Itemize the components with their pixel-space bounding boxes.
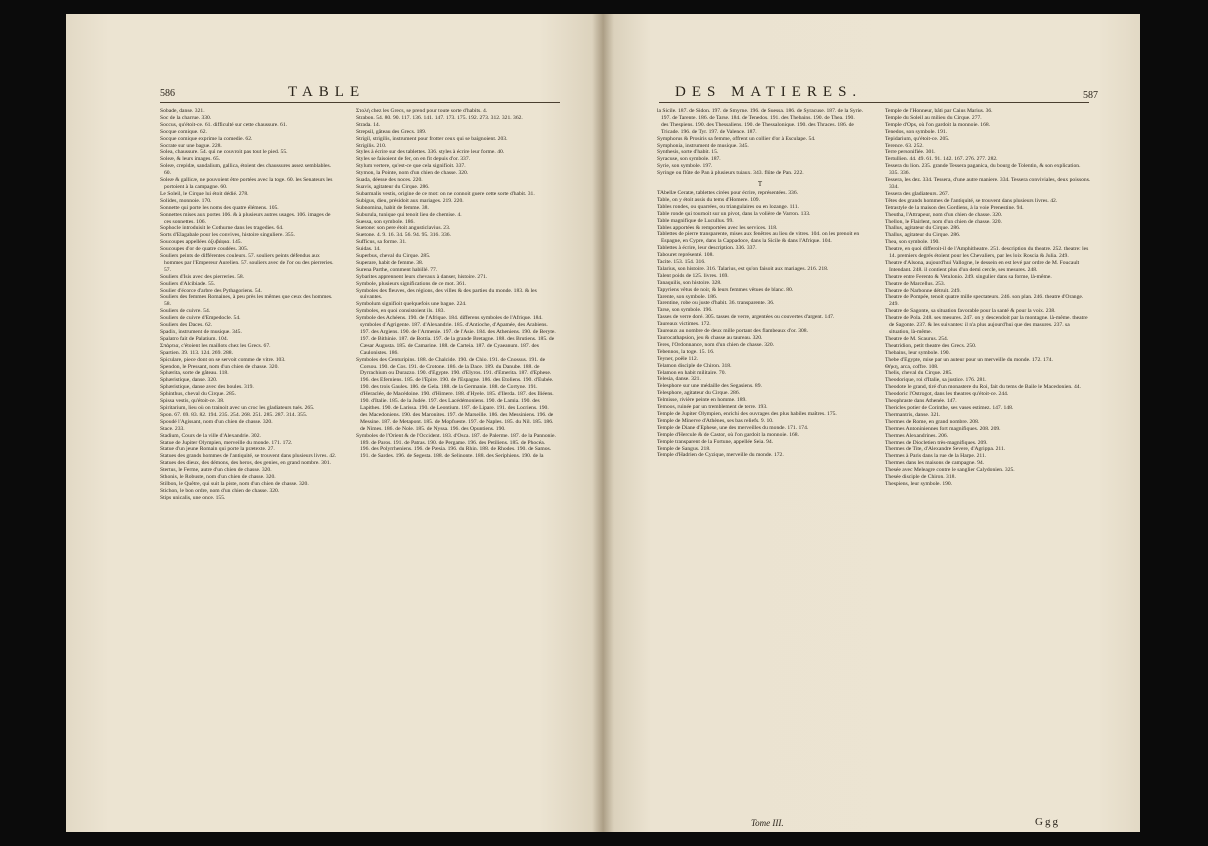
index-entry: Theatre de Sagonte, sa situation favorable pour la santé & pour la voix. 238. xyxy=(885,308,1056,315)
index-entry: Table, on y étoit assis du tems d'Homere. 109. xyxy=(657,196,760,203)
index-entry: Thermes à Paris dans la rue de la Harpe. 211. xyxy=(885,453,987,460)
index-entry: Tarse, son symbole. 196. xyxy=(657,307,713,314)
index-entry: Strigilis. 210. xyxy=(356,142,387,149)
index-entry: Thallus, agitateur du Cirque. 286. xyxy=(885,225,961,232)
page-number: 586 xyxy=(160,88,175,99)
index-entry: Temple d'Hercule & de Castor, où l'on gardoit la monnoie. 168. xyxy=(657,431,799,438)
index-entry: Statues des dieux, des démons, des heros, des genies, en grand nombre. 301. xyxy=(160,460,331,467)
book-gutter xyxy=(592,14,614,832)
index-entry: Tertullien. 44. 49. 61. 91. 142. 167. 276. 277. 282. xyxy=(885,156,998,163)
index-entry: Symbolum signifioit quelquefois une bague. 224. xyxy=(356,301,467,308)
index-entry: Symboles des Centuripins. 188. de Chalcide. 190. de Chio. 191. de Cnossus. 191. de Corsou. 190. de Cos. 191. de Crotone. 186. de la Dace. 189. du Danube. 188. de Dyrrachium ou Durazzo. 190. d'Egypte. 190. d'Elyros. 191. d'Emerita. 187. d'Ephese. 196. des Eferniens. 185. de l'Epire. 190. de l'Espagne. 186. des Etoliens. 190. d'Eubée. 190. des trois Gaules. 186. de Gela. 188. de la Germanie. 188. de Cortyne. 191. d'Heraclée, de Macédoine. 190. d'Himere. 188. d'Hyele. 185. d'Ilerda. 187. des Iliéens. 190. d'Italie. 185. de la Judée. 197. des Lacédémoniens. 190. de Lamia. 190. des Lapithes. 190. de Larissa. 190. de Leontium. 187. de Lipare. 191. des Locriens. 190. des Macedoniens. 190. des Maronites. 197. de Marseille. 186. des Messiniens. 196. de Messine. 187. de Metapont. 185. de Mopfueste. 197. de Naples. 185. du Nil. 185. 186. de Nimes. 186. de Nole. 185. de Nyssa. 196. des Opuntiens. 190. xyxy=(356,356,554,432)
index-entry: Tablettes à écrire, leur description. 336. 337. xyxy=(657,245,757,252)
index-entry: Spoudé l'Agissant, nom d'un chien de chasse. 320. xyxy=(160,418,273,425)
index-entry: Sphæristique, danse. 320. xyxy=(160,377,218,384)
index-entry: Spiritarium, lieu où on trainoit avec un croc les gladiateurs tués. 265. xyxy=(160,404,315,411)
index-entry: Tarentine, robe ou juste d'habit. 36. transparente. 36. xyxy=(657,300,775,307)
page-number: 587 xyxy=(1083,90,1098,101)
index-entry: Thermes Alexandrines. 206. xyxy=(885,432,949,439)
index-entry: Thellon, le Flairlent, nom d'un chien de chasse. 320. xyxy=(885,218,1002,225)
index-entry: Suburula, tunique qui tenoit lieu de chemise. 4. xyxy=(356,211,462,218)
index-entry: Spartien. 39. 113. 124. 269. 288. xyxy=(160,349,233,356)
index-entry: Theatre de Pola. 248. ses mesures. 247. on y descendoit par la montagne. là-même. theatre de Sagonte. 237. & les suivantes: il n'a plus aujourd'hui que des masures. 237. sa situation, là-même. xyxy=(885,315,1088,335)
index-entry: Symbole des Achéens. 190. de l'Afrique. 184. differens symboles de l'Afrique. 184. symboles d'Agrigente. 187. d'Alexandrie. 185. d'Antioche, d'Apamée, des Arabiens. 197. des Argiens. 190. de l'Armenie. 197. de l'Asie. 184. des Atheniens. 190. de Beryte. 197. de Bithinie. 187. de Bottia. 197. de la grande Bretagne. 188. des Brutiens. 185. de Cæsar Augusta. 185. de Camarine. 188. de Carteia. 187. de Cyaeanum. 187. des Caulonistes. 186. xyxy=(356,315,556,356)
index-entry: Theodorique, roi d'Italie, sa justice. 176. 281. xyxy=(885,377,987,384)
index-entry: Statue d'un jeune Romain qui porte la prætexte. 27. xyxy=(160,446,275,453)
index-entry: Sphærita, sorte de gâteau. 118. xyxy=(160,370,229,377)
index-entry: Tessera du lion. 235. grande Tessera paganica, du bourg de Tolentin, & son explication. 335. 336. xyxy=(885,163,1081,177)
index-entry: Suidas. 14. xyxy=(356,246,381,253)
index-entry: Soucoupes d'or de quatre coudées. 305. xyxy=(160,246,249,253)
index-entry: Subarmalis vestis, origine de ce mot: on ne connoit guere cette sorte d'habit. 31. xyxy=(356,190,535,197)
index-entry: Souliers d'Isis avec des pierreries. 58. xyxy=(160,273,245,280)
index-entry: Temple d'Ops, où l'on gardoit la monnoie. 168. xyxy=(885,121,991,128)
index-entry: Taureaux au nombre de deux mille portant des flambeaux d'or. 308. xyxy=(657,328,808,335)
index-entry: Thermes de Diocletien très-magnifiques. 209. xyxy=(885,439,988,446)
index-entry: Tetrastyle de la maison des Gordiens, à la voie Prenestine. 94. xyxy=(885,204,1024,211)
index-entry: Telmisse, rivière peinte en homme. 189. xyxy=(657,397,747,404)
index-entry: Suada, déesse des noces. 220. xyxy=(356,177,423,184)
index-entry: Solides, monnoie. 170. xyxy=(160,197,212,204)
index-entry: Stylum vertere, qu'est-ce que cela signifioit. 337. xyxy=(356,163,466,170)
index-entry: Theatre, en quoi differoit-il de l'Amphitheatre. 251. description du theatre. 252. theatre: les 14. premiers degrés étoient pour les Chevaliers, par les loix Roscia & Julia. 249. xyxy=(885,246,1089,260)
index-entry: Spalatro fait de Palatium. 104. xyxy=(160,335,229,342)
index-entry: Stichon, le bon ordre, nom d'un chien de chasse. 320. xyxy=(160,487,280,494)
index-entry: Tables rondes, ou quarrées, ou triangulaires ou en lozange. 111. xyxy=(657,203,799,210)
index-entry: Strigil, strigilis, instrument pour frotter ceux qui se baignoient. 203. xyxy=(356,135,508,142)
index-entry: Teres, l'Ordonnance, nom d'un chien de chasse. 320. xyxy=(657,341,775,348)
index-entry: Telesia, danse. 321. xyxy=(657,376,701,383)
index-entry: Suessa, son symbole. 186. xyxy=(356,218,415,225)
index-entry: Subnomina, habit de femme. 38. xyxy=(356,204,429,211)
index-column-right xyxy=(356,108,556,460)
index-entry: Telamon disciple de Chiron. 318. xyxy=(657,362,732,369)
index-entry: Symboles, en quoi consistoient ils. 183. xyxy=(356,308,445,315)
index-entry: Tables apportées & remportées avec les services. 118. xyxy=(657,224,778,231)
index-entry: Sphinthus, cheval du Cirque. 285. xyxy=(160,391,236,398)
index-entry: Theatre de Pompée, tenoit quatre mille spectateurs. 246. son plan. 246. theatre d'Orange. 249. xyxy=(885,294,1084,308)
index-entry: Synthesis, sorte d'habit. 15. xyxy=(657,149,719,156)
index-column-right xyxy=(885,108,1091,488)
index-entry: Telamon en habit militaire. 70. xyxy=(657,369,726,376)
index-entry: Spiculare, piece dont on se servoit comme de vitre. 103. xyxy=(160,356,286,363)
index-entry: Thesée disciple de Chiron. 318. xyxy=(885,474,956,481)
index-entry: Surena Parthe, comment habillé. 77. xyxy=(356,266,438,273)
index-entry: Subigus, dieu, présidoit aux mariages. 219. 220. xyxy=(356,197,464,204)
index-entry: Theatre de M. Scaurus. 254. xyxy=(885,335,949,342)
index-entry: Statue de Jupiter Olympien, merveille du monde. 171. 172. xyxy=(160,439,293,446)
right-page xyxy=(603,14,1140,832)
index-entry: Souliers des Daces. 62. xyxy=(160,322,213,329)
index-entry: Soucoupes appellées ὀξυβάφια. 145. xyxy=(160,239,242,246)
open-book xyxy=(66,14,1140,832)
index-entry: Socrate sur une bague. 228. xyxy=(160,142,222,149)
index-entry: Sobade, danse. 321. xyxy=(160,108,205,114)
index-entry: Θήκη, arca, coffre. 108. xyxy=(885,363,939,370)
index-entry: Strepsil, gâteau des Grecs. 189. xyxy=(356,128,427,135)
header-rule xyxy=(659,102,1089,103)
index-entry: Thericles potier de Corinthe, ses vases estimez. 147. 148. xyxy=(885,404,1014,411)
index-entry: Tenedos, son symbole. 191. xyxy=(885,128,948,135)
index-entry: Theodoric l'Ostrogot, dans les theatres qu'étoit-ce. 244. xyxy=(885,391,1009,398)
header-rule xyxy=(160,102,560,103)
index-entry: Temoos, ruinée par un tremblement de terre. 193. xyxy=(657,404,768,411)
index-entry: Solea, chaussure. 54. qui ne couvroit pas tout le pied. 55. xyxy=(160,149,288,156)
index-entry: Talent poids de 125. livres. 169. xyxy=(657,272,729,279)
index-entry: Styles se faisoient de fer, on en fit depuis d'or. 337. xyxy=(356,156,471,163)
index-entry: Statues des grands hommes de l'antiquité, se trouvent dans plusieurs livres. 42. xyxy=(160,453,337,460)
index-entry: Theatre de Marcellus. 253. xyxy=(885,280,946,287)
index-entry: Syrie, son symbole. 197. xyxy=(657,163,713,170)
index-entry: Temple de l'Honneur, bâti par Caius Marius. 36. xyxy=(885,108,993,114)
index-entry: Temple transparent de la Fortune, appellée Seia. 94. xyxy=(657,438,774,445)
index-entry: Tepidarium, qu'étoit-ce. 205. xyxy=(885,135,950,142)
index-entry: Terence. 63. 252. xyxy=(885,142,924,149)
index-entry: Symphonia, instrument de musique. 345. xyxy=(657,142,749,149)
index-entry: Table ronde qui tournoit sur un pivot, dans la volière de Varron. 133. xyxy=(657,210,811,217)
index-entry: Σπάρτια, c'étoient les maillots chez les Grecs. 67. xyxy=(160,342,271,349)
section-letter: T xyxy=(757,180,763,189)
index-entry: Soleæ & gallicæ, ne pouvoient être portées avec la toge. 60. les Senateurs les portoient à la campagne. 60. xyxy=(160,177,333,190)
index-entry: Socque comique exprime la comedie. 62. xyxy=(160,135,253,142)
index-entry: Taurocathapsion, jeu & chasse au taureau. 320. xyxy=(657,335,763,341)
index-entry: Sonnettes mises aux portes 106. & à plusieurs autres usages. 106. images de ces sonnettes. 106. xyxy=(160,211,331,225)
index-column-left xyxy=(657,108,863,459)
index-entry: Thermes dans les maisons de campagne. 94. xyxy=(885,460,985,467)
index-entry: Temple de Minerve d'Athènes, ses bas reliefs. 9. 10. xyxy=(657,417,774,424)
index-entry: Stadium, Cours de la ville d'Alexandrie. 302. xyxy=(160,432,261,439)
signature-mark: Ggg xyxy=(1035,816,1060,828)
index-entry: Thebe d'Egypte, mise par un auteur pour un merveille du monde. 172. 174. xyxy=(885,356,1053,363)
index-entry: Taureaux victimes. 172. xyxy=(657,321,711,328)
index-entry: Tessera des gladiateurs. 267. xyxy=(885,190,950,197)
index-entry: Souliers des femmes Romaines, à peu près les mêmes que ceux des hommes. 58. xyxy=(160,294,333,308)
index-entry: Thallus, agitateur du Cirque. 286. xyxy=(885,232,961,239)
index-entry: Στολὴ chez les Grecs, se prend pour toute sorte d'habits. 4. xyxy=(356,108,488,114)
index-entry: Spissa vestis, qu'étoit-ce. 38. xyxy=(160,398,225,405)
index-entry: Spadix, instrument de musique. 345. xyxy=(160,329,242,335)
index-entry: Stilbon, le Quêtre, qui suit la piste, nom d'un chien de chasse. 320. xyxy=(160,480,309,487)
index-entry: Superare, habit de femme. 38. xyxy=(356,259,424,266)
index-entry: Thermes de Rome, en grand nombre. 208. xyxy=(885,418,980,425)
index-entry: Tessera, les dez. 334. Tessera, d'une autre maniere. 334. Tessera conviviales, deux poissons. 334. xyxy=(885,177,1091,190)
index-entry: Strada. 14. xyxy=(356,121,381,128)
index-entry: Terre personifiée. 301. xyxy=(885,149,936,156)
index-entry: Temple d'Hadrien de Cyzique, merveille du monde. 172. xyxy=(657,452,784,459)
page-header: TABLE xyxy=(288,84,366,100)
index-entry: Souliers peints de différentes couleurs. 57. souliers peints défendus aux hommes par l'Empereur Aurelien. 57. souliers avec de l'or ou des pierreries. 57. xyxy=(160,253,334,273)
index-entry: Thespiens, leur symbole. 190. xyxy=(885,480,953,487)
index-entry: Stips unicalis, une once. 155. xyxy=(160,494,226,501)
volume-footer: Tome III. xyxy=(751,818,784,828)
index-entry: Telesphore sur une médaille des Segasiens. 89. xyxy=(657,383,762,390)
index-entry: Thermes Antoniniennes fort magnifiques. 208. 209. xyxy=(885,425,1001,432)
index-entry: Syringe ou flûte de Pan à plusieurs tuiaux. 343. flûte de Pan. 222. xyxy=(657,170,804,177)
index-entry: Soulier d'écorce d'arbre des Pythagoriens. 54. xyxy=(160,287,262,294)
index-entry: Thebains, leur symbole. 190. xyxy=(885,349,950,356)
index-entry: Tebennos, la toge. 15. 16. xyxy=(657,348,715,355)
index-entry: Sthonis, le Robuste, nom d'un chien de chasse. 320. xyxy=(160,474,276,481)
index-entry: Temple de Jupiter Olympien, enrichi des ouvrages des plus habiles maîtres. 175. xyxy=(657,410,837,417)
index-entry: Tapyriens vêtus de noir, & leurs femmes vêtues de blanc. 80. xyxy=(657,286,794,293)
index-entry: Theatre entre Ferento & Vetulonio. 249. singulier dans sa forme, là-même. xyxy=(885,273,1052,280)
index-entry: Le Soleil, le Cirque lui étoit dédié. 278. xyxy=(160,190,249,197)
index-entry: Suetone. 4. 9. 16. 34. 56. 94. 95. 316. 336. xyxy=(356,232,451,239)
index-entry: Sufficus, sa forme. 31. xyxy=(356,239,407,246)
index-entry: Teyner, poêle 112. xyxy=(657,355,699,362)
index-entry: Suetone: son pere étoit angusticlavius. 23. xyxy=(356,225,451,232)
index-entry: la Sicile. 187. de Sidon. 197. de Smyrne. 196. de Suessa. 186. de Syracuse. 187. de la Syrie. 197. de Tarente. 186. de Tarse. 184. de Tenedos. 191. des Thebains. 190. de Thea. 190. des Thespiens. 190. des Thessaliens. 190. de Thessalonique. 190. des Thraces. 186. de Tricade. 196. de Tyr. 197. de Valence. 187. xyxy=(657,108,864,135)
index-entry: Sybarites apprennent leurs chevaux à danser, histoire. 271. xyxy=(356,273,488,280)
index-entry: Thermantris, danse. 321. xyxy=(885,411,941,418)
index-entry: Syracuse, son symbole. 187. xyxy=(657,156,721,163)
index-entry: Socque comique. 62. xyxy=(160,128,207,135)
index-entry: Soc de la charrue. 330. xyxy=(160,114,212,121)
index-column-left xyxy=(160,108,338,502)
index-entry: Souliers de cuivre d'Empedocle. 54. xyxy=(160,315,241,322)
index-entry: Strabon. 54. 80. 90. 117. 136. 141. 147. 173. 175. 192. 273. 312. 321. 362. xyxy=(356,114,523,121)
index-entry: Table magnifique de Lucullus. 99. xyxy=(657,217,734,224)
index-entry: Soleæ, crepidæ, sandalium, gallica, étoient des chaussures assez semblables. 60. xyxy=(160,163,332,177)
index-entry: Sorts d'Elagabale pour les convives, histoire singuliere. 355. xyxy=(160,232,295,239)
index-entry: Superbus, cheval du Cirque. 285. xyxy=(356,253,431,260)
index-entry: Stace. 233. xyxy=(160,425,185,432)
index-entry: Souliers d'Alcibiade. 55. xyxy=(160,280,216,287)
index-entry: Theatre de Narbonne détruit. 249. xyxy=(885,287,961,294)
index-entry: Symboles de l'Orient & de l'Occident. 183. d'Osca. 187. de Palerme. 187. de la Pannonie. 189. de Paros. 191. de Patras. 190. de Pergame. 196. des Petiliens. 185. de Phocéa. 196. des Polyrrheniens. 196. de Pæsia. 196. du Rhin. 188. de Rhodes. 190. de Samos. 191. de Sardes. 196. de Segesta. 188. de Selinonte. 188. des Seriphiens. 190. de la xyxy=(356,432,556,460)
index-entry: Theophraste dans Athenée. 147. xyxy=(885,398,957,405)
page-header: DES MATIERES. xyxy=(675,84,863,100)
index-entry: Soccus, qu'étoit-ce. 61. difficulté sur cette chaussure. 61. xyxy=(160,121,288,128)
index-entry: Theatridion, petit theatre des Grecs. 250. xyxy=(885,342,977,349)
index-entry: Theutha, l'Attrapeur, nom d'un chien de chasse. 320. xyxy=(885,211,1003,218)
index-entry: TAbellæ Ceratæ, tablettes cirées pour écrire, représentées. 336. xyxy=(657,189,799,196)
index-entry: Thelis, cheval du Cirque. 285. xyxy=(885,370,953,377)
index-entry: Tacite. 153. 154. 316. xyxy=(657,259,706,266)
index-entry: Theodote le grand, tiré d'un monastere du Roi, fait du tems de Baile le Macedonien. 44. xyxy=(885,384,1081,391)
index-entry: Thermes de Tite, d'Alexandre Severe, d'Agrippa. 211. xyxy=(885,446,1006,453)
index-entry: Stertus, le Ferme, autre d'un chien de chasse. 320. xyxy=(160,467,272,474)
index-entry: Symboles des fleuves, des régions, des villes & des parties du monde. 183. & les suivantes. xyxy=(356,287,537,301)
index-entry: Temple de Sangus. 218. xyxy=(657,445,711,452)
index-entry: Telesphore, agitateur du Cirque. 286. xyxy=(657,390,741,397)
index-entry: Styles à écrire sur des tablettes. 336. styles à écrire leur forme. 40. xyxy=(356,149,505,156)
index-entry: Stymon, la Pointe, nom d'un chien de chasse. 320. xyxy=(356,170,469,177)
index-entry: Symbole, plusieurs significations de ce mot. 361. xyxy=(356,280,467,287)
index-entry: Sonnette qui porte les noms des quatre élémens. 105. xyxy=(160,204,279,211)
index-entry: Temple du Soleil au milieu du Cirque. 277. xyxy=(885,114,982,121)
index-entry: Spendon, le Pressant, nom d'un chien de chasse. 320. xyxy=(160,363,279,370)
index-entry: Spon. 67. 69. 83. 82. 194. 235. 254. 268. 251. 285. 287. 314. 355. xyxy=(160,411,308,418)
index-entry: Tanaquilis, son histoire. 328. xyxy=(657,279,722,286)
index-entry: Talarius, son histoire. 316. Talarius, est qu'on faisoit aux mariages. 216. 218. xyxy=(657,265,829,272)
index-entry: Thea, son symbole. 190. xyxy=(885,239,940,246)
index-entry: Têtes des grands hommes de l'antiquité, se trouvent dans plusieurs livres. 42. xyxy=(885,197,1058,204)
index-entry: Souliers de cuivre. 54. xyxy=(160,308,211,315)
index-entry: Temple de Diane d'Ephese, une des merveilles du monde. 171. 174. xyxy=(657,424,809,431)
index-entry: Soleæ, & leurs images. 65. xyxy=(160,156,221,163)
index-entry: Theatre d'Alsona, aujourd'hui Vallogne, le dessein en est levé par ordre de M. Foucault Intendant. 248. il contient plus d'un demi cercle, ses mesures. 248. xyxy=(885,259,1080,273)
index-entry: Sophocle introduisit le Cothurne dans les tragedies. 64. xyxy=(160,225,284,232)
index-entry: Tablettes de pierre transparente, mises aux fenêtres au lieu de vitres. 104. on les prenoit en Espagne, en Cypre, dans la Cappadoce, dans la Sicile & dans l'Afrique. 104. xyxy=(657,231,860,245)
index-entry: Tabouret représenté. 108. xyxy=(657,252,714,259)
index-entry: Symphorus & Prosiris sa femme, offrent un collier d'or à Esculape. 54. xyxy=(657,135,816,142)
index-entry: Thesée avec Meleagre contre le sanglier Calydonien. 325. xyxy=(885,467,1015,474)
index-entry: Sphæristique, danse avec des boules. 319. xyxy=(160,384,254,391)
index-entry: Suavis, agitateur du Cirque. 286. xyxy=(356,183,430,190)
index-entry: Tarente, son symbole. 186. xyxy=(657,293,718,300)
index-entry: Tasses de verre doré. 305. tasses de verre, argentées ou couvertes d'argent. 147. xyxy=(657,314,835,321)
left-page xyxy=(66,14,603,832)
